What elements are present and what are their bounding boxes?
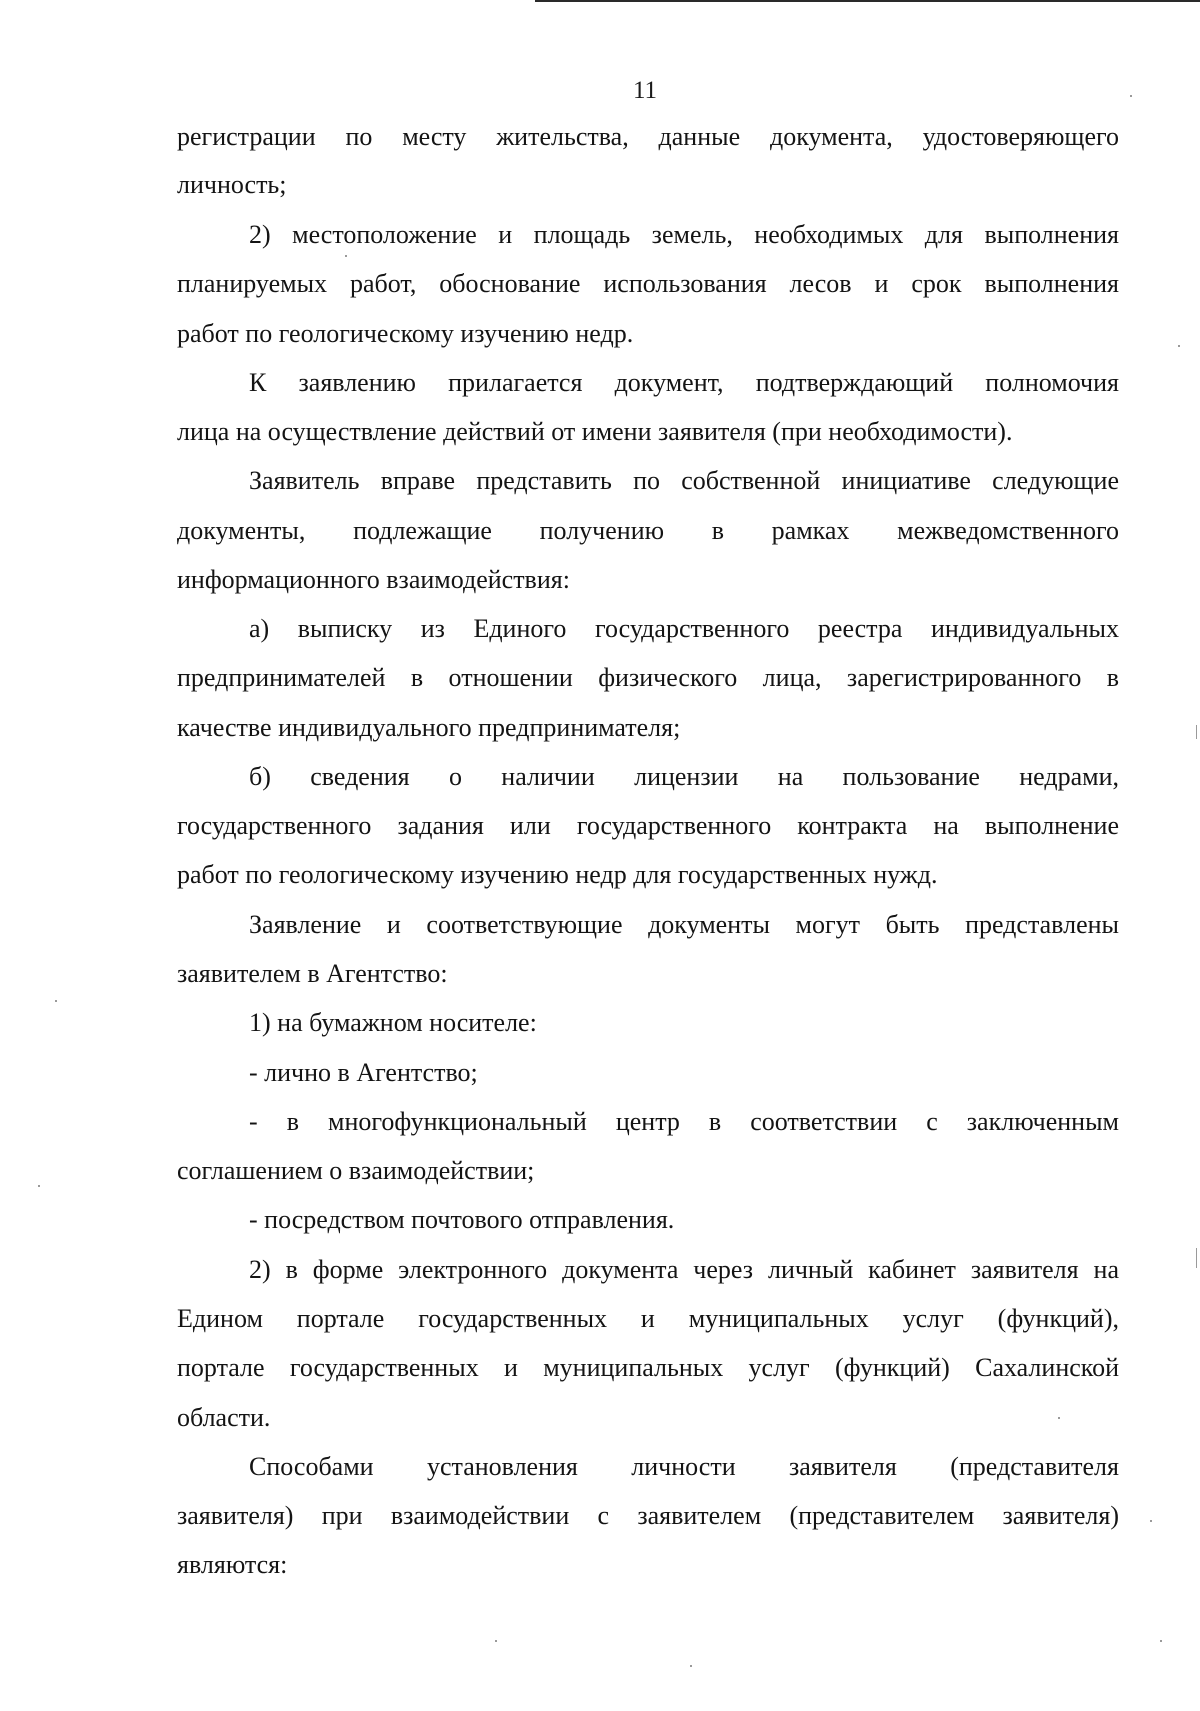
- scan-speck: [38, 1185, 40, 1187]
- text-line: предпринимателей в отношении физического лица, зарегистрированного в: [177, 663, 1119, 692]
- scan-speck: [1150, 1520, 1152, 1522]
- text-line: лица на осуществление действий от имени заявителя (при необходимости).: [177, 417, 1013, 446]
- text-line: государственного задания или государственного контракта на выполнение: [177, 811, 1119, 840]
- scan-speck: [55, 1000, 57, 1002]
- text-line: Заявление и соответствующие документы могут быть представлены: [249, 910, 1119, 939]
- top-edge-rule: [535, 0, 1200, 2]
- text-line: информационного взаимодействия:: [177, 565, 570, 594]
- text-line: планируемых работ, обоснование использования лесов и срок выполнения: [177, 269, 1119, 298]
- text-line: - посредством почтового отправления.: [249, 1205, 675, 1234]
- text-line: - лично в Агентство;: [249, 1058, 478, 1087]
- text-line: заявителя) при взаимодействии с заявителем (представителем заявителя): [177, 1501, 1119, 1530]
- text-line: 1) на бумажном носителе:: [249, 1008, 537, 1037]
- text-line: работ по геологическому изучению недр.: [177, 319, 634, 348]
- scan-speck: [345, 255, 347, 257]
- text-line: Едином портале государственных и муниципальных услуг (функций),: [177, 1304, 1119, 1333]
- scan-speck: [495, 1640, 497, 1642]
- text-line: Способами установления личности заявителя (представителя: [249, 1452, 1119, 1481]
- text-line: являются:: [177, 1550, 288, 1579]
- scan-edge-mark: [1196, 725, 1197, 739]
- text-line: 2) местоположение и площадь земель, необходимых для выполнения: [249, 220, 1119, 249]
- text-line: личность;: [177, 170, 287, 199]
- scan-edge-mark: [1196, 1248, 1197, 1268]
- text-line: - в многофункциональный центр в соответствии с заключенным: [249, 1107, 1119, 1136]
- text-line: К заявлению прилагается документ, подтверждающий полномочия: [249, 368, 1119, 397]
- scan-speck: [1058, 1417, 1060, 1419]
- scan-speck: [690, 1665, 692, 1667]
- text-line: заявителем в Агентство:: [177, 959, 448, 988]
- scan-speck: [1178, 345, 1180, 347]
- text-line: соглашением о взаимодействии;: [177, 1156, 535, 1185]
- text-line: а) выписку из Единого государственного реестра индивидуальных: [249, 614, 1119, 643]
- text-line: документы, подлежащие получению в рамках межведомственного: [177, 516, 1119, 545]
- text-line: 2) в форме электронного документа через личный кабинет заявителя на: [249, 1255, 1119, 1284]
- scan-speck: [1160, 1640, 1162, 1642]
- text-line: области.: [177, 1403, 271, 1432]
- text-line: работ по геологическому изучению недр для государственных нужд.: [177, 860, 938, 889]
- page-number: 11: [632, 77, 658, 104]
- text-line: б) сведения о наличии лицензии на пользование недрами,: [249, 762, 1119, 791]
- text-line: Заявитель вправе представить по собственной инициативе следующие: [249, 466, 1119, 495]
- scan-speck: [1130, 95, 1132, 97]
- text-line: регистрации по месту жительства, данные документа, удостоверяющего: [177, 122, 1119, 151]
- text-line: качестве индивидуального предпринимателя;: [177, 713, 681, 742]
- text-line: портале государственных и муниципальных услуг (функций) Сахалинской: [177, 1353, 1119, 1382]
